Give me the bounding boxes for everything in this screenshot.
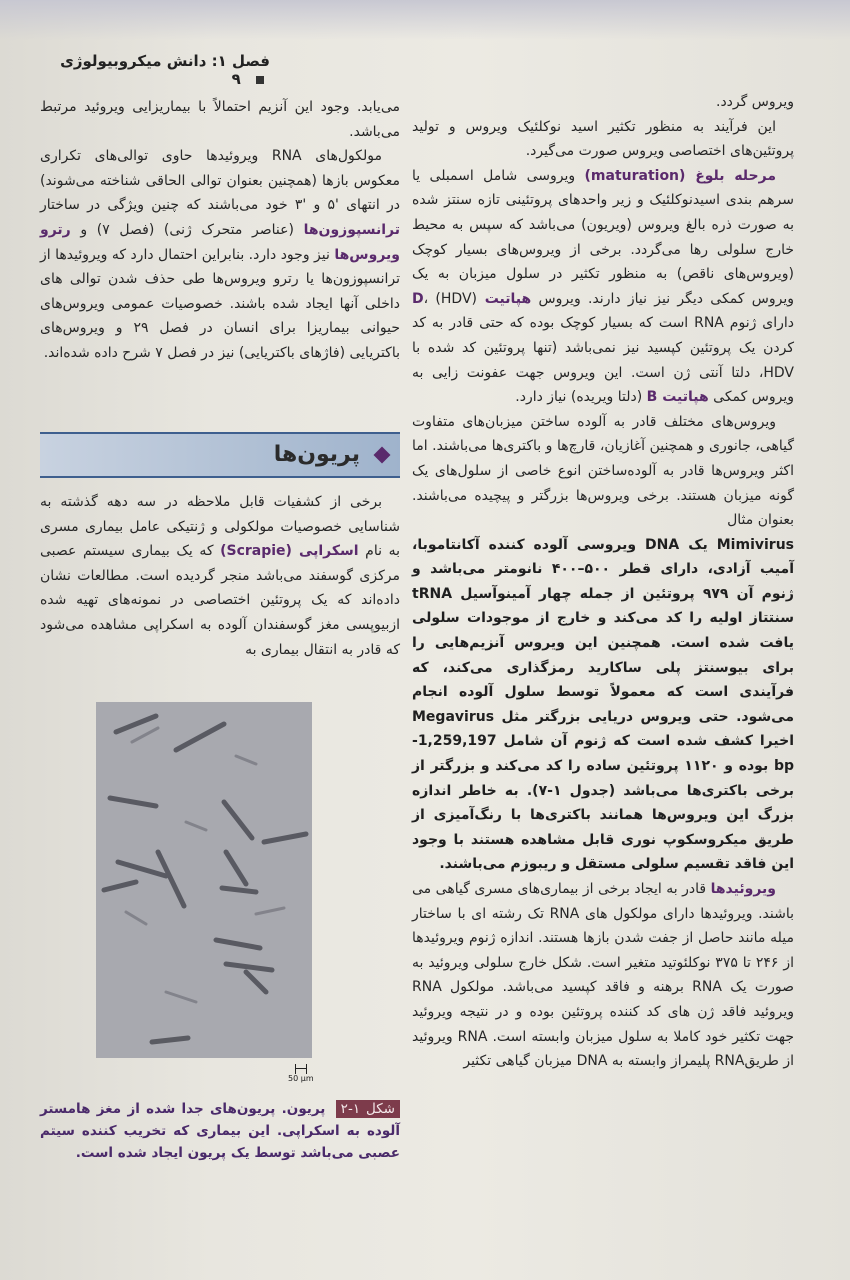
section-title: پریون‌ها bbox=[273, 442, 360, 467]
term-transposons: ترانسپوزون‌ها bbox=[303, 221, 400, 238]
figure-caption bbox=[40, 1098, 400, 1164]
caption-text: پریون. پریون‌های جدا شده از مغز هامستر آلوده به اسکراپی. این بیماری که تخریب کننده سیتم عصبی می‌باشد توسط یک پریون ایجاد شده است. bbox=[40, 1101, 400, 1161]
paragraph-text: ویروسی شامل اسمبلی یا سرهم بندی اسیدنوکلئیک و زیر واحدهای پروتئینی تازه سنتز شده به صورت ذره بالغ ویروس (ویریون) می‌باشد که سپس به محیط خارج سلولی رها می‌گردد. برخی از ویروس‌های بسیار کوچک (ویروس‌های ناقص) به منظور تکثیر در سلول میزبان به یک ویروس کمکی دیگر نیز نیاز دارند. ویروس bbox=[412, 167, 794, 307]
paragraph-text: قادر به ایجاد برخی از بیماری‌های مسری گیاهی می باشند. ویروئیدها دارای مولکول های RNA تک رشته ای با ساختار میله مانند حاصل از جفت شدن بازها هستند. اندازه ژنوم ویروئیدها از ۲۴۶ تا ۳۷۵ نوکلئوتید متغیر است. شکل خارج سلولی ویروئید به صورت یک RNA برهنه و فاقد کپسید می‌باشد. مولکول RNA ویروئید فاقد ژن های کد کننده پروتئین بوده و در نتیجه ویروئید جهت تکثیر خود کاملا به سلول میزبان وابسته است. RNA ویروئید از طریقRNA پلیمراز وابسته به DNA میزبان گیاهی تکثیر bbox=[412, 881, 795, 1070]
paragraph-hosts: ویروس‌های مختلف قادر به آلوده ساختن میزبان‌های متفاوت گیاهی، جانوری و همچنین آغازیان، قارچ‌ها و باکتری‌ها می‌باشند. اما اکثر ویروس‌ها قادر به آلوده‌ساختن انوع خاصی از سلول‌های یک گونه میزبان هستند. برخی ویروس‌ها بزرگتر و پیچیده می‌باشند. بعنوان مثال bbox=[412, 413, 794, 529]
scale-bar bbox=[288, 1064, 314, 1083]
paragraph-mimivirus: Mimivirus یک DNA ویروسی آلوده کننده آکانتاموبا، آمیب آزادی، دارای قطر ۵۰۰–۴۰۰ نانومتر می‌باشد و ژنوم آن ۹۷۹ پروتئین از جمله چهار آمینوآسیل tRNA سنتتاز اولیه را کد می‌کند و خارج از موجودات سلولی یافت شده است. همچنین این ویروس آنزیم‌هایی را برای بیوسنتز پلی ساکارید رمزگذاری می‌کند، که فرآیندی است که معمولاً توسط سلول آلوده انجام می‌شود. حتی ویروس دریایی بزرگتر مثل Megavirus اخیرا کشف شده است که ژنوم آن شامل 1,259,197-bp بوده و ۱۱۲۰ پروتئین ساده را کد می‌کند و بزرگتر از برخی باکتری‌ها می‌باشد (جدول ۱-۷). به خاطر اندازه بزرگ این ویروس‌ها همانند باکتری‌ها با رنگ‌آمیزی از طریق میکروسکوپ نوری قابل مشاهده هستند با وجود این فاقد تقسیم سلولی مستقل و ریبوزم می‌باشند. bbox=[412, 536, 795, 873]
paragraph-text: که یک بیماری سیستم عصبی مرکزی گوسفند می‌باشد منجر گردیده است. مطالعات نشان داده‌اند که یک پروتئین اختصاصی در نمونه‌های تهیه شده ازبیوپسی مغز گوسفندان آلوده به اسکراپی مشاهده می‌شود که قادر به انتقال بیماری به bbox=[40, 543, 400, 658]
scale-bar-icon bbox=[295, 1064, 307, 1074]
paragraph-maturation bbox=[412, 164, 794, 410]
page-number: ۹ bbox=[231, 70, 241, 88]
term-maturation: مرحله بلوغ (maturation) bbox=[584, 167, 776, 184]
scale-label: 50 µm bbox=[288, 1074, 314, 1083]
term-hepatitis-d: هپاتیت D bbox=[412, 290, 532, 307]
left-column bbox=[40, 95, 400, 366]
paragraph-text: مولکول‌های RNA ویروئیدها حاوی توالی‌های تکراری معکوس بازها (همچنین بعنوان توالی الحاقی شناخته می‌شوند) در انتهای '۵ و '۳ خود می‌باشند که چنین ویژگی در ساختار bbox=[40, 148, 400, 214]
term-viroids: ویروئیدها bbox=[710, 881, 776, 897]
paragraph: می‌یابد. وجود این آنزیم احتمالاً با بیماریزایی ویروئید مرتبط می‌باشد. bbox=[40, 99, 400, 140]
term-hepatitis-b: هپاتیت B bbox=[646, 389, 709, 406]
running-header bbox=[40, 52, 270, 88]
chapter-title: فصل ۱: دانش میکروبیولوژی bbox=[60, 52, 270, 70]
figure-label: شکل ۱-۲ bbox=[336, 1100, 400, 1118]
left-column-prions bbox=[40, 490, 400, 662]
term-scrapie: اسکراپی (Scrapie) bbox=[220, 543, 359, 560]
paragraph-text: (دلتا ویریده) نیاز دارد. bbox=[515, 389, 647, 406]
section-heading-prions bbox=[40, 432, 400, 478]
paragraph-scrapie bbox=[40, 490, 400, 662]
paragraph: ویروس گردد. bbox=[716, 94, 794, 110]
page-top-shadow bbox=[0, 0, 850, 40]
right-column bbox=[412, 90, 794, 1074]
diamond-bullet-icon bbox=[374, 447, 391, 464]
paragraph: این فرآیند به منظور تکثیر اسید نوکلئیک ویروس و تولید پروتئین‌های اختصاصی ویروس صورت می‌گیرد. bbox=[412, 118, 794, 160]
paragraph-text: ، (HDV) دارای ژنوم RNA است که بسیار کوچک بوده که حتی قادر به کد کردن یک پروتئین کپسید نیز نمی‌باشد (تنها پروتئین کد شده با HDV، دلتا آنتی ژن است. این ویروس جهت عفونت زایی به ویروس کمکی bbox=[412, 290, 794, 406]
paragraph-transposons bbox=[40, 144, 400, 365]
term-retroviruses: رترو ویروس‌ها bbox=[40, 221, 400, 263]
paragraph-text: برخی از کشفیات قابل ملاحظه در سه دهه گذشته به شناسایی خصوصیات مولکولی و ژنتیکی عامل بیماری مسری به نام bbox=[40, 494, 400, 560]
paragraph-text: (عناصر متحرک ژنی) (فصل ۷) و bbox=[70, 221, 304, 238]
prion-micrograph-image bbox=[96, 702, 312, 1058]
paragraph-viroids bbox=[412, 877, 794, 1074]
paragraph-text: نیز وجود دارد. بنابراین احتمال دارد که ویروئیدها از ترانسپوزون‌ها یا رترو ویروس‌ها طی حذف شدن توالی های داخلی آنها ایجاد شده باشند. خصوصیات عمومی ویروس‌های حیوانی بیماریزا برای انسان در فصل ۲۹ و ویروس‌های باکتریایی (فاژهای باکتریایی) نیز در فصل ۷ شرح داده شده‌اند. bbox=[40, 246, 401, 361]
separator-square-icon bbox=[256, 76, 264, 84]
